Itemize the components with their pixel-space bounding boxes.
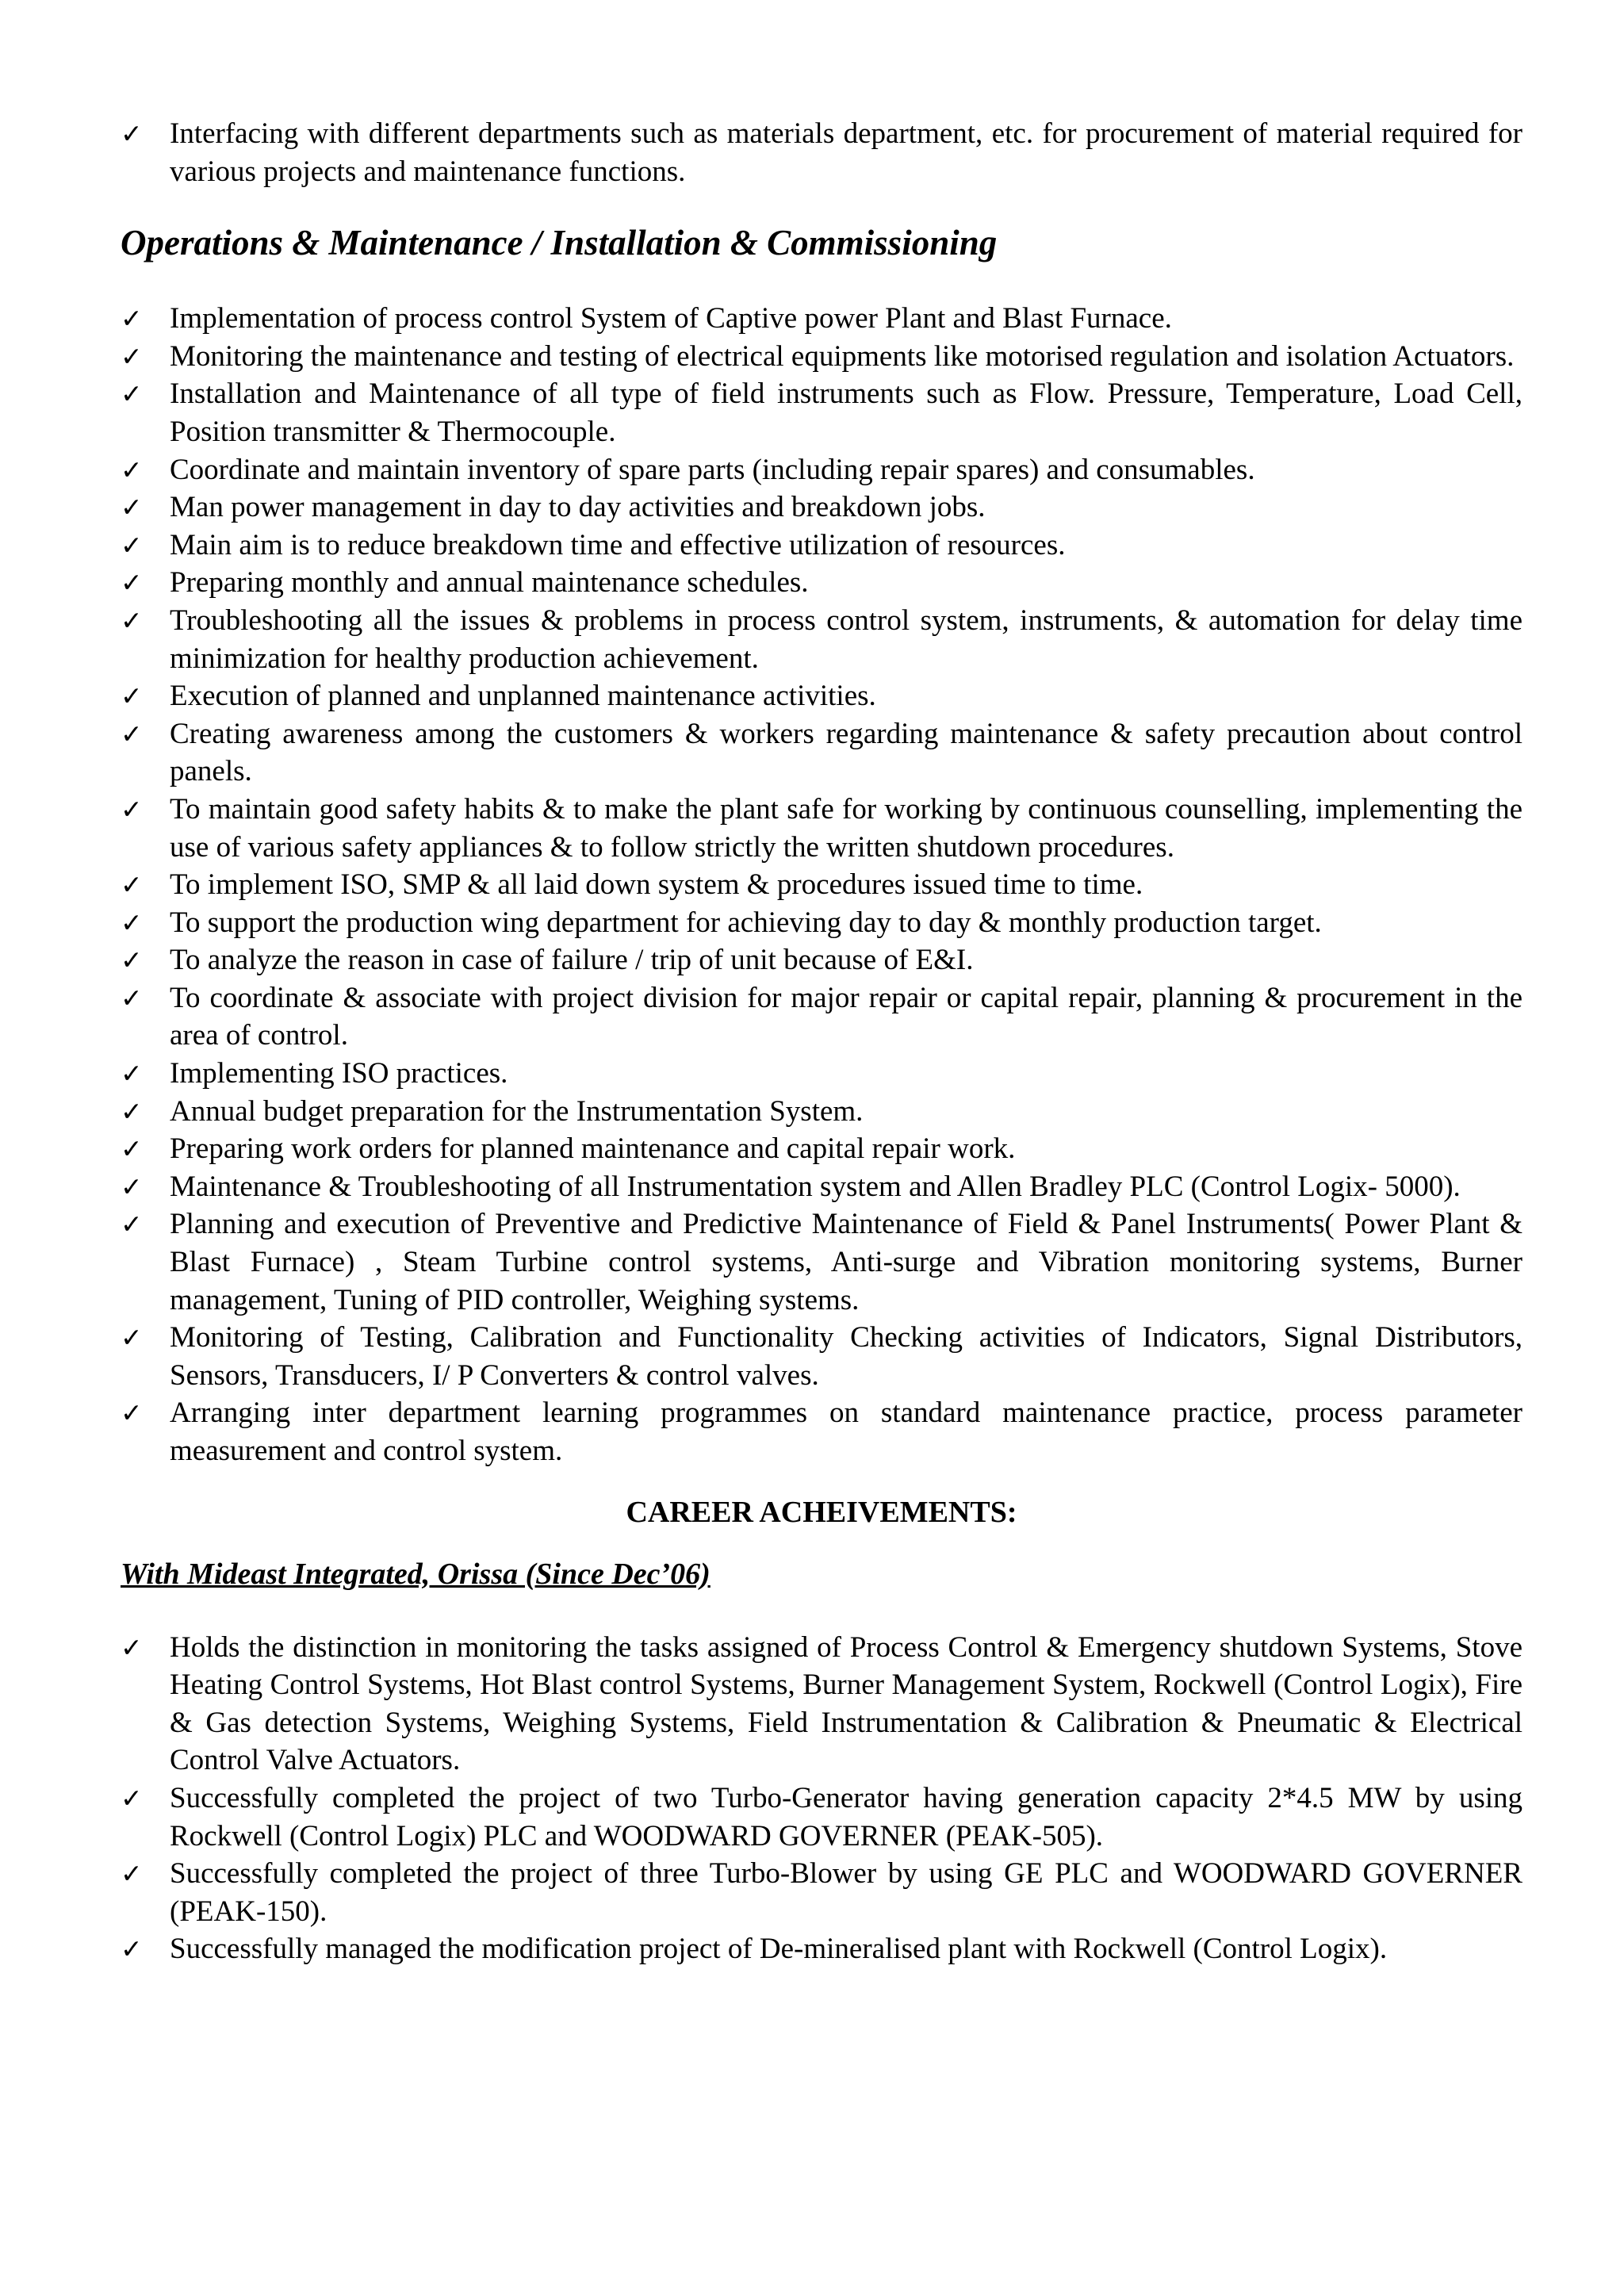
list-item-text: To support the production wing department for achieving day to day & monthly production target. [170, 906, 1322, 939]
list-item-text: Successfully completed the project of two Turbo-Generator having generation capacity 2*4.5 MW by using Rockwell (Control Logix) PLC and WOODWARD GOVERNER (PEAK-505). [170, 1781, 1522, 1852]
list-item-text: Monitoring the maintenance and testing of electrical equipments like motorised regulation and isolation Actuators. [170, 339, 1515, 373]
list-item [121, 1855, 1522, 1930]
checkmark-icon: ✓ [121, 604, 143, 636]
operations-maintenance-list [121, 300, 1522, 1469]
list-item [121, 489, 1522, 527]
list-item [121, 677, 1522, 715]
list-item-text: Holds the distinction in monitoring the tasks assigned of Process Control & Emergency shutdown Systems, Stove Heating Control Systems, Hot Blast control Systems, Burner Management System, Rockwell (Control Logix), Fire & Gas detection Systems, Weighing Systems, Field Instrumentation & Calibration & Pneumatic & Electrical Control Valve Actuators. [170, 1630, 1522, 1777]
checkmark-icon: ✓ [121, 1133, 143, 1165]
list-item [121, 338, 1522, 376]
section-heading-career-achievements: CAREER ACHEIVEMENTS: [626, 1495, 1017, 1529]
list-item-text: Man power management in day to day activities and breakdown jobs. [170, 491, 986, 524]
list-item-text: Implementation of process control System of Captive power Plant and Blast Furnace. [170, 302, 1172, 335]
list-item [121, 941, 1522, 979]
checkmark-icon: ✓ [121, 869, 143, 901]
list-item-text: To implement ISO, SMP & all laid down system & procedures issued time to time. [170, 868, 1143, 902]
resume-page [121, 115, 1522, 1968]
checkmark-icon: ✓ [121, 906, 143, 938]
intro-list [121, 115, 1522, 190]
list-item [121, 451, 1522, 489]
checkmark-icon: ✓ [121, 378, 143, 410]
checkmark-icon: ✓ [121, 944, 143, 976]
list-item [121, 1093, 1522, 1131]
list-item [121, 979, 1522, 1055]
list-item [121, 1055, 1522, 1093]
checkmark-icon: ✓ [121, 680, 143, 712]
checkmark-icon: ✓ [121, 1397, 143, 1429]
list-item-text: To analyze the reason in case of failure / trip of unit because of E&I. [170, 944, 974, 977]
career-achievements-list [121, 1629, 1522, 1968]
checkmark-icon: ✓ [121, 1858, 143, 1890]
checkmark-icon: ✓ [121, 1209, 143, 1240]
checkmark-icon: ✓ [121, 340, 143, 372]
list-item-text: Preparing monthly and annual maintenance schedules. [170, 566, 809, 600]
checkmark-icon: ✓ [121, 1782, 143, 1814]
list-item [121, 866, 1522, 904]
checkmark-icon: ✓ [121, 1322, 143, 1354]
list-item-text: Interfacing with different departments such as materials department, etc. for procurement of material required for various projects and maintenance functions. [170, 117, 1522, 188]
checkmark-icon: ✓ [121, 1095, 143, 1127]
list-item [121, 1130, 1522, 1168]
checkmark-icon: ✓ [121, 718, 143, 749]
checkmark-icon: ✓ [121, 567, 143, 599]
list-item-text: Execution of planned and unplanned maintenance activities. [170, 680, 876, 713]
checkmark-icon: ✓ [121, 118, 143, 149]
company-heading: With Mideast Integrated, Orissa (Since Dec’06) [121, 1557, 710, 1591]
list-item [121, 1319, 1522, 1394]
list-item-text: Troubleshooting all the issues & problems in process control system, instruments, & automation for delay time minimization for healthy production achievement. [170, 603, 1522, 675]
list-item-text: Preparing work orders for planned maintenance and capital repair work. [170, 1132, 1016, 1166]
list-item-text: Maintenance & Troubleshooting of all Instrumentation system and Allen Bradley PLC (Control Logix- 5000). [170, 1170, 1461, 1203]
list-item-text: Annual budget preparation for the Instrumentation System. [170, 1094, 864, 1128]
list-item [121, 527, 1522, 565]
list-item-text: Main aim is to reduce breakdown time and effective utilization of resources. [170, 528, 1066, 561]
list-item-text: Planning and execution of Preventive and Predictive Maintenance of Field & Panel Instruments( Power Plant & Blast Furnace) , Steam Turbine control systems, Anti-surge and Vibration monitoring systems, Burner management, Tuning of PID controller, Weighing systems. [170, 1208, 1522, 1316]
checkmark-icon: ✓ [121, 492, 143, 523]
list-item [121, 904, 1522, 942]
list-item [121, 1394, 1522, 1469]
list-item-text: To coordinate & associate with project division for major repair or capital repair, planning & procurement in the area of control. [170, 981, 1522, 1052]
list-item-text: Coordinate and maintain inventory of spare parts (including repair spares) and consumables. [170, 453, 1255, 486]
list-item-text: Installation and Maintenance of all type of field instruments such as Flow. Pressure, Temperature, Load Cell, Position transmitter & Thermocouple. [170, 377, 1522, 448]
list-item [121, 602, 1522, 677]
list-item [121, 115, 1522, 190]
list-item [121, 300, 1522, 338]
list-item-text: Successfully managed the modification project of De-mineralised plant with Rockwell (Control Logix). [170, 1933, 1388, 1966]
list-item [121, 1930, 1522, 1968]
list-item-text: Implementing ISO practices. [170, 1057, 508, 1090]
list-item [121, 1205, 1522, 1319]
list-item-text: Creating awareness among the customers & workers regarding maintenance & safety precaution about control panels. [170, 717, 1522, 788]
checkmark-icon: ✓ [121, 1933, 143, 1965]
list-item [121, 1780, 1522, 1855]
checkmark-icon: ✓ [121, 303, 143, 335]
list-item-text: Arranging inter department learning programmes on standard maintenance practice, process parameter measurement and control system. [170, 1397, 1522, 1467]
list-item [121, 791, 1522, 866]
checkmark-icon: ✓ [121, 1631, 143, 1663]
checkmark-icon: ✓ [121, 1170, 143, 1202]
list-item [121, 715, 1522, 791]
list-item [121, 1629, 1522, 1780]
list-item-text: Monitoring of Testing, Calibration and Functionality Checking activities of Indicators, Signal Distributors, Sensors, Transducers, I/ P Converters & control valves. [170, 1321, 1522, 1392]
checkmark-icon: ✓ [121, 793, 143, 825]
list-item-text: Successfully completed the project of three Turbo-Blower by using GE PLC and WOODWARD GOVERNER (PEAK-150). [170, 1857, 1522, 1928]
checkmark-icon: ✓ [121, 454, 143, 485]
checkmark-icon: ✓ [121, 982, 143, 1013]
list-item-text: To maintain good safety habits & to make the plant safe for working by continuous counselling, implementing the use of various safety appliances & to follow strictly the written shutdown procedures. [170, 792, 1522, 864]
checkmark-icon: ✓ [121, 1058, 143, 1090]
list-item [121, 564, 1522, 602]
section-heading-operations-maintenance: Operations & Maintenance / Installation & Commissioning [121, 223, 998, 263]
list-item [121, 375, 1522, 450]
list-item [121, 1168, 1522, 1206]
checkmark-icon: ✓ [121, 529, 143, 561]
